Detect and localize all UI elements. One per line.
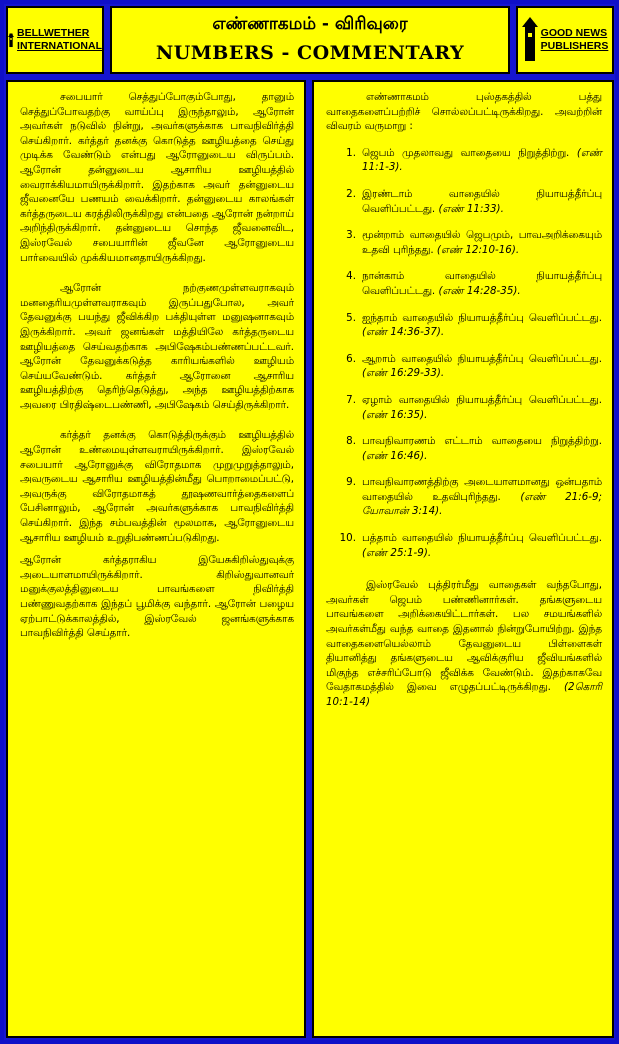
logo-left-line2: INTERNATIONAL	[17, 40, 102, 52]
list-text: ஏழாம் வாதையில் நியாயத்தீர்ப்பு வெளிப்பட்டது.	[362, 393, 602, 406]
list-text: ஐந்தாம் வாதையில் நியாயத்தீர்ப்பு வெளிப்பட்டது.	[362, 311, 602, 324]
list-number: 5.	[346, 311, 356, 324]
list-item	[326, 269, 602, 298]
list-ref: (எண் 16:35).	[362, 408, 428, 421]
list-number: 3.	[346, 229, 356, 242]
list-number: 10.	[339, 532, 356, 545]
logo-right-line1: GOOD NEWS	[540, 27, 608, 39]
title-banner	[110, 6, 510, 74]
list-text: ஆறாம் வாதையில் நியாயத்தீர்ப்பு வெளிப்பட்டது.	[362, 352, 602, 365]
bellwether-logo	[6, 6, 104, 74]
good-news-icon	[522, 17, 538, 63]
list-item	[326, 352, 602, 381]
bellwether-icon	[8, 17, 14, 63]
list-ref: (எண் 16:46).	[362, 449, 428, 462]
list-text: பத்தாம் வாதையில் நியாயத்தீர்ப்பு வெளிப்பட்டது.	[362, 532, 602, 545]
list-text: இரண்டாம் வாதையில் நியாயத்தீர்ப்பு வெளிப்பட்டது.	[362, 187, 602, 215]
list-item	[326, 146, 602, 175]
list-item	[326, 434, 602, 463]
left-paragraph-3: கர்த்தர் தனக்கு கொடுத்திருக்கும் ஊழியத்தில் ஆரோன் உண்மையுள்ளவராயிருக்கிறார். இஸ்ரவேல் சபையார் ஆரோனுக்கு விரோதமாக முறுமுறுத்தாலும், அவருடைய ஆசாரிய ஊழியத்தின்மீது பொறாமைப்பட்டு, அவருக்கு விரோதமாகத் தூஷணவார்த்தைகளைப் பேசினாலும், ஆரோன் அவர்களுக்காக பாவநிவிர்த்தி செய்கிறார். இந்த சம்பவத்தின் மூலமாக, ஆரோனுடைய ஆசாரிய ஊழியம் உறுதிபண்ணப்படுகிறது.	[20, 429, 294, 544]
list-item	[326, 393, 602, 422]
list-item	[326, 311, 602, 340]
list-text: மூன்றாம் வாதையில் ஜெபமும், பாவஅறிக்கையும் உதவி புரிந்தது.	[362, 229, 602, 256]
plague-list	[326, 146, 602, 560]
list-ref: (எண் 12:10-16).	[436, 243, 520, 256]
good-news-logo	[516, 6, 614, 74]
list-number: 6.	[346, 352, 356, 365]
left-paragraph-4: ஆரோன் கர்த்தராகிய இயேசுகிறிஸ்துவுக்கு அடையாளமாயிருக்கிறார். கிறிஸ்துவானவர் மனுக்குலத்தினுடைய பாவங்களை நிவிர்த்தி பண்ணுவதற்காக இந்தப் பூமிக்கு வந்தார். ஆரோன் பழைய ஏற்பாட்டுக்காலத்தில், இஸ்ரவேல் ஜனங்களுக்காக பாவநிவிர்த்தி செய்தார்.	[20, 554, 294, 640]
list-ref: (எண் 25:1-9).	[362, 546, 432, 559]
list-number: 8.	[346, 435, 356, 448]
left-column	[6, 80, 306, 1038]
list-item	[326, 228, 602, 257]
list-ref: (எண் 21:6-9; யோவான் 3:14).	[362, 490, 602, 518]
list-text: நான்காம் வாதையில் நியாயத்தீர்ப்பு வெளிப்பட்டது.	[362, 270, 602, 297]
right-column	[312, 80, 614, 1038]
list-number: 2.	[346, 187, 356, 200]
right-intro: எண்ணாகமம் புஸ்தகத்தில் பத்து வாதைகளைப்பற்றிச் சொல்லப்பட்டிருக்கிறது. அவற்றின் விவரம் வருமாறு :	[326, 91, 602, 133]
right-closing	[326, 578, 602, 709]
list-number: 9.	[346, 476, 356, 489]
list-item	[326, 187, 602, 216]
left-paragraph-1: சபையார் செத்துப்போகும்போது, தானும் செத்துப்போவதற்கு வாய்ப்பு இருந்தாலும், ஆரோன் அவர்கள் நடுவில் நின்று, அவர்களுக்காக பாவநிவிர்த்தி செய்கிறார். கர்த்தர் தனக்கு கொடுத்த ஊழியத்தை செய்து முடிக்க வேண்டும் என்பது ஆரோனுடைய விருப்பம். ஆரோன் தன்னுடைய ஆசாரிய ஊழியத்தில் வைராக்கியமாயிருக்கிறார். இதற்காக அவர் தன்னுடைய ஜீவனையே பணயம் வைக்கிறார். தன்னுடைய காலங்கள் கர்த்தருடைய கரத்திலிருக்கிறது என்பதை ஆரோன் நன்றாய் அறிந்திருக்கிறார். தன்னுடைய சொந்த ஜீவனைவிட, இஸ்ரவேல் சபையாரின் ஜீவனே ஆரோனுடைய பார்வையில் முக்கியமானதாயிருக்கிறது.	[20, 91, 294, 264]
list-text: பாவநிவாரணம் எட்டாம் வாதையை நிறுத்திற்று.	[362, 435, 602, 448]
list-text: ஜெபம் முதலாவது வாதையை நிறுத்திற்று.	[362, 146, 570, 159]
logo-left-line1: BELLWETHER	[17, 27, 90, 39]
closing-ref: (2கொரி 10:1-14)	[326, 681, 602, 708]
list-item	[326, 475, 602, 519]
closing-text: இஸ்ரவேல் புத்திரர்மீது வாதைகள் வந்தபோது, அவர்கள் ஜெபம் பண்ணினார்கள். தங்களுடைய பாவங்களை அறிக்கையிட்டார்கள். பல சமயங்களில் அவர்கள்மீது வந்த வாதை இதனால் நின்றுபோயிற்று. இந்த வாதைகளையெல்லாம் தேவனுடைய பிள்ளைகள் தியானித்து தங்களுடைய ஆவிக்குரிய ஜீவியங்களில் மிகுந்த எச்சரிப்போடு ஜீவிக்க வேண்டும். இதற்காகவே வேதாகமத்தில் இவை எழுதப்பட்டிருக்கிறது.	[326, 579, 602, 694]
list-item	[326, 531, 602, 560]
title-english: NUMBERS - COMMENTARY	[155, 42, 465, 64]
list-ref: (எண் 11:1-3).	[362, 146, 602, 174]
list-number: 4.	[346, 270, 356, 283]
title-tamil: எண்ணாகமம் - விரிவுரை	[212, 14, 408, 34]
list-number: 7.	[346, 393, 356, 406]
list-ref: (எண் 16:29-33).	[362, 367, 445, 380]
list-number: 1.	[346, 146, 356, 159]
list-ref: (எண் 11:33).	[438, 202, 504, 215]
list-text: பாவநிவாரணத்திற்கு அடையாளமானது ஒன்பதாம் வாதையில் உதவிபுரிந்தது.	[362, 476, 602, 503]
left-paragraph-2: ஆரோன் நற்குணமுள்ளவராகவும் மனதைரியமுள்ளவராகவும் இருப்பதுபோல, அவர் தேவனுக்கு பயந்து ஜீவிக்கிற பக்தியுள்ள மனுஷனாகவும் இருக்கிறார். அவர் ஜனங்கள் மத்தியிலே கர்த்தருடைய ஊழியத்தை செய்வதற்காக அபிஷேகம்பண்ணப்பட்டவர். ஆரோன் தேவனுக்கடுத்த காரியங்களில் ஊழியம் செய்யவேண்டும். கர்த்தர் ஆரோனை ஆசாரிய ஊழியத்திற்கு தெரிந்தெடுத்து, அந்த ஊழியத்திற்காக அவரை பிரதிஷ்டைபண்ணி, அபிஷேகம் செய்திருக்கிறார்.	[20, 282, 294, 411]
list-ref: (எண் 14:36-37).	[362, 326, 445, 339]
logo-right-line2: PUBLISHERS	[540, 40, 609, 52]
list-ref: (எண் 14:28-35).	[438, 284, 521, 297]
